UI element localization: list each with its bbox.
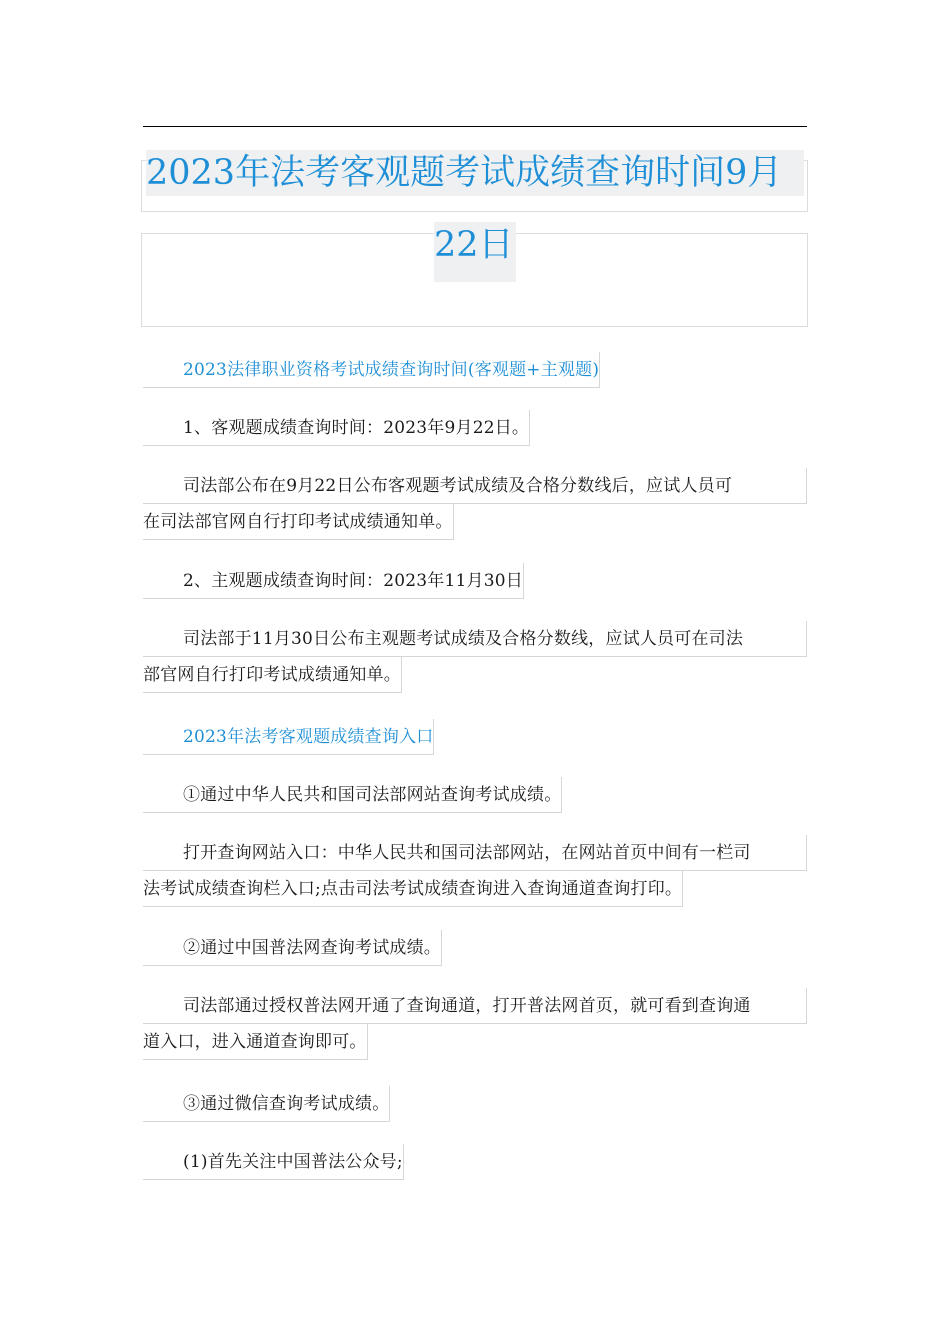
paragraph-line: ②通过中国普法网查询考试成绩。 (143, 930, 442, 966)
paragraph-method-2-detail (143, 988, 807, 1060)
paragraph-line: 司法部公布在9月22日公布客观题考试成绩及合格分数线后，应试人员可 (143, 468, 807, 504)
paragraph-method-1-detail (143, 835, 807, 907)
paragraph-line: ①通过中华人民共和国司法部网站查询考试成绩。 (143, 777, 562, 813)
paragraph-line: 司法部于11月30日公布主观题考试成绩及合格分数线，应试人员可在司法 (143, 621, 807, 657)
paragraph-method-2 (143, 930, 807, 966)
paragraph-line: 2023年法考客观题成绩查询入口 (143, 719, 434, 755)
paragraph-line: 司法部通过授权普法网开通了查询通道，打开普法网首页，就可看到查询通 (143, 988, 807, 1024)
paragraph-line: 打开查询网站入口：中华人民共和国司法部网站，在网站首页中间有一栏司 (143, 835, 807, 871)
paragraph-method-1 (143, 777, 807, 813)
header-rule (143, 126, 807, 127)
paragraph-subjective-detail (143, 621, 807, 693)
paragraph-line: 1、客观题成绩查询时间：2023年9月22日。 (143, 410, 530, 446)
paragraph-line: 法考试成绩查询栏入口;点击司法考试成绩查询进入查询通道查询打印。 (143, 871, 683, 907)
paragraph-line: 部官网自行打印考试成绩通知单。 (143, 657, 402, 693)
paragraph-method-3 (143, 1086, 807, 1122)
paragraph-line: 道入口，进入通道查询即可。 (143, 1024, 368, 1060)
paragraph-subjective-time (143, 563, 807, 599)
section-heading-query-entry (143, 719, 807, 755)
paragraph-method-3-step-1 (143, 1144, 807, 1180)
paragraph-line: 2023法律职业资格考试成绩查询时间(客观题+主观题) (143, 352, 600, 388)
document-title-line-1: 2023年法考客观题考试成绩查询时间9月 (146, 150, 804, 196)
section-heading-query-time (143, 352, 807, 388)
paragraph-objective-time (143, 410, 807, 446)
paragraph-line: 2、主观题成绩查询时间：2023年11月30日 (143, 563, 524, 599)
document-title-line-2: 22日 (434, 222, 516, 282)
paragraph-line: 在司法部官网自行打印考试成绩通知单。 (143, 504, 454, 540)
paragraph-objective-detail (143, 468, 807, 540)
paragraph-line: (1)首先关注中国普法公众号; (143, 1144, 404, 1180)
paragraph-line: ③通过微信查询考试成绩。 (143, 1086, 390, 1122)
